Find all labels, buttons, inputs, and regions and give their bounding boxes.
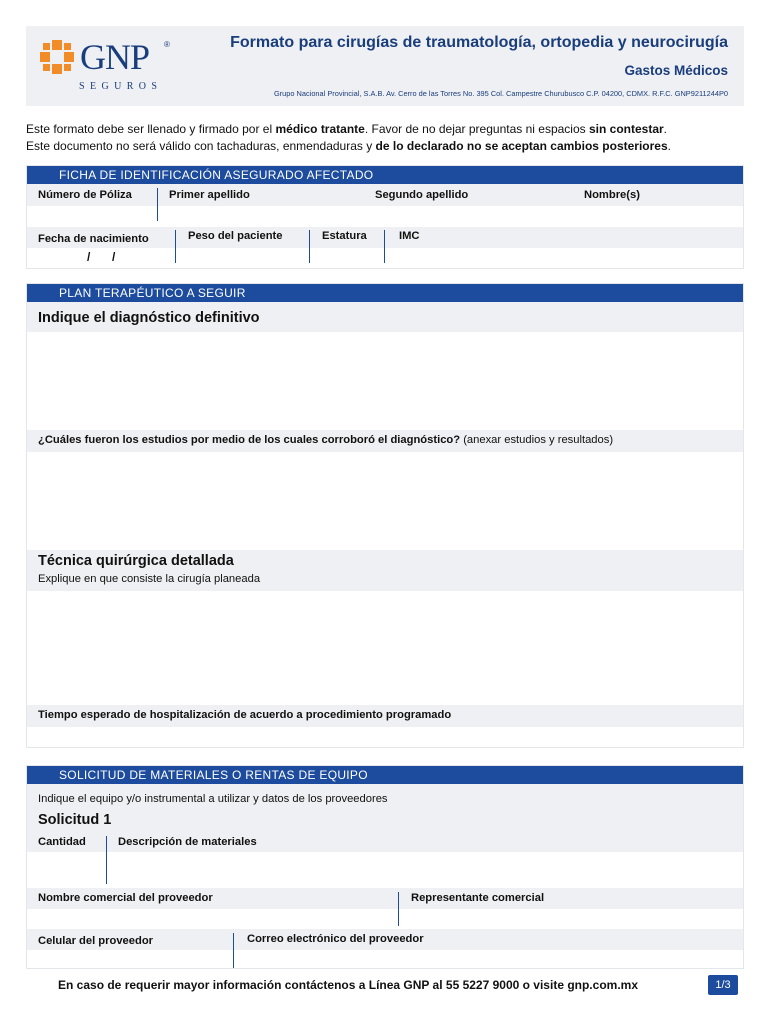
intro-instructions (26, 121, 744, 155)
solicitud-divider (233, 933, 234, 968)
footer-contact: En caso de requerir mayor información contáctenos a Línea GNP al 55 5227 9000 o visite gnp.com.mx (58, 978, 638, 992)
representante-label: Representante comercial (411, 892, 545, 904)
ficha-row1-input[interactable] (27, 206, 743, 227)
nombre-proveedor-label: Nombre comercial del proveedor (38, 892, 213, 904)
date-separator: / (87, 250, 91, 264)
cantidad-label: Cantidad (38, 836, 86, 848)
solicitud-heading: SOLICITUD DE MATERIALES O RENTAS DE EQUIPO (27, 766, 743, 784)
company-address: Grupo Nacional Provincial, S.A.B. Av. Cerro de las Torres No. 395 Col. Campestre Churubusco C.P. 04200, CDMX. R.F.C. GNP9211244P0 (273, 89, 728, 98)
ficha-divider (157, 188, 158, 221)
tecnica-label: Técnica quirúrgica detallada (38, 553, 234, 569)
tecnica-textarea[interactable] (27, 591, 743, 705)
intro-text: Este documento no será válido con tachaduras, enmendaduras y (26, 139, 376, 153)
intro-bold: sin contestar (588, 122, 664, 136)
form-subtitle: Gastos Médicos (624, 63, 728, 78)
imc-label: IMC (399, 230, 420, 242)
solicitud-section (26, 765, 744, 969)
primer-apellido-label: Primer apellido (169, 189, 250, 201)
nombres-label: Nombre(s) (584, 189, 640, 201)
form-header (26, 26, 744, 106)
peso-label: Peso del paciente (188, 230, 283, 242)
plan-heading: PLAN TERAPÉUTICO A SEGUIR (27, 284, 743, 302)
proveedor-input[interactable] (27, 909, 743, 929)
intro-line-1 (26, 121, 744, 138)
intro-text: Este formato debe ser llenado y firmado por el (26, 122, 276, 136)
plan-section (26, 283, 744, 748)
descripcion-label: Descripción de materiales (118, 836, 257, 848)
estudios-label (38, 434, 613, 446)
fecha-nacimiento-label: Fecha de nacimiento (38, 233, 149, 245)
intro-text: . (667, 139, 671, 153)
estudios-textarea[interactable] (27, 452, 743, 550)
segundo-apellido-label: Segundo apellido (375, 189, 469, 201)
ficha-divider (175, 230, 176, 263)
celular-label: Celular del proveedor (38, 935, 154, 947)
solicitud-title: Solicitud 1 (38, 812, 112, 828)
tiempo-label: Tiempo esperado de hospitalización de acuerdo a procedimiento programado (38, 709, 452, 721)
solicitud-divider (106, 836, 107, 884)
intro-line-2 (26, 138, 744, 155)
estatura-label: Estatura (322, 230, 367, 242)
form-title: Formato para cirugías de traumatología, ortopedia y neurocirugía (230, 34, 728, 51)
numero-poliza-label: Número de Póliza (38, 189, 132, 201)
estudios-note: (anexar estudios y resultados) (460, 434, 614, 446)
ficha-row2-input[interactable] (27, 248, 743, 268)
ficha-divider (384, 230, 385, 263)
logo-text: GNP (80, 37, 150, 77)
intro-text: . Favor de no dejar preguntas ni espacios (364, 122, 589, 136)
tiempo-input[interactable] (27, 727, 743, 747)
ficha-heading: FICHA DE IDENTIFICACIÓN ASEGURADO AFECTADO (27, 166, 743, 184)
solicitud-divider (398, 892, 399, 926)
estudios-question: ¿Cuáles fueron los estudios por medio de los cuales corroboró el diagnóstico? (38, 434, 461, 446)
diagnostico-textarea[interactable] (27, 332, 743, 430)
contacto-input[interactable] (27, 950, 743, 968)
intro-bold: de lo declarado no se aceptan cambios posteriores (375, 139, 668, 153)
tecnica-sublabel: Explique en que consiste la cirugía planeada (38, 573, 261, 585)
diagnostico-label: Indique el diagnóstico definitivo (38, 310, 260, 326)
ficha-divider (309, 230, 310, 263)
gnp-logo-icon (40, 40, 74, 74)
logo-subtext: SEGUROS (79, 81, 163, 92)
materiales-input[interactable] (27, 852, 743, 888)
page-number-badge: 1/3 (708, 975, 738, 995)
intro-bold: médico tratante (275, 122, 365, 136)
intro-text: . (663, 122, 668, 136)
solicitud-instruction: Indique el equipo y/o instrumental a utilizar y datos de los proveedores (38, 793, 388, 805)
ficha-section (26, 165, 744, 269)
logo-registered-mark: ® (164, 40, 170, 49)
date-separator: / (112, 250, 116, 264)
correo-label: Correo electrónico del proveedor (247, 933, 424, 945)
